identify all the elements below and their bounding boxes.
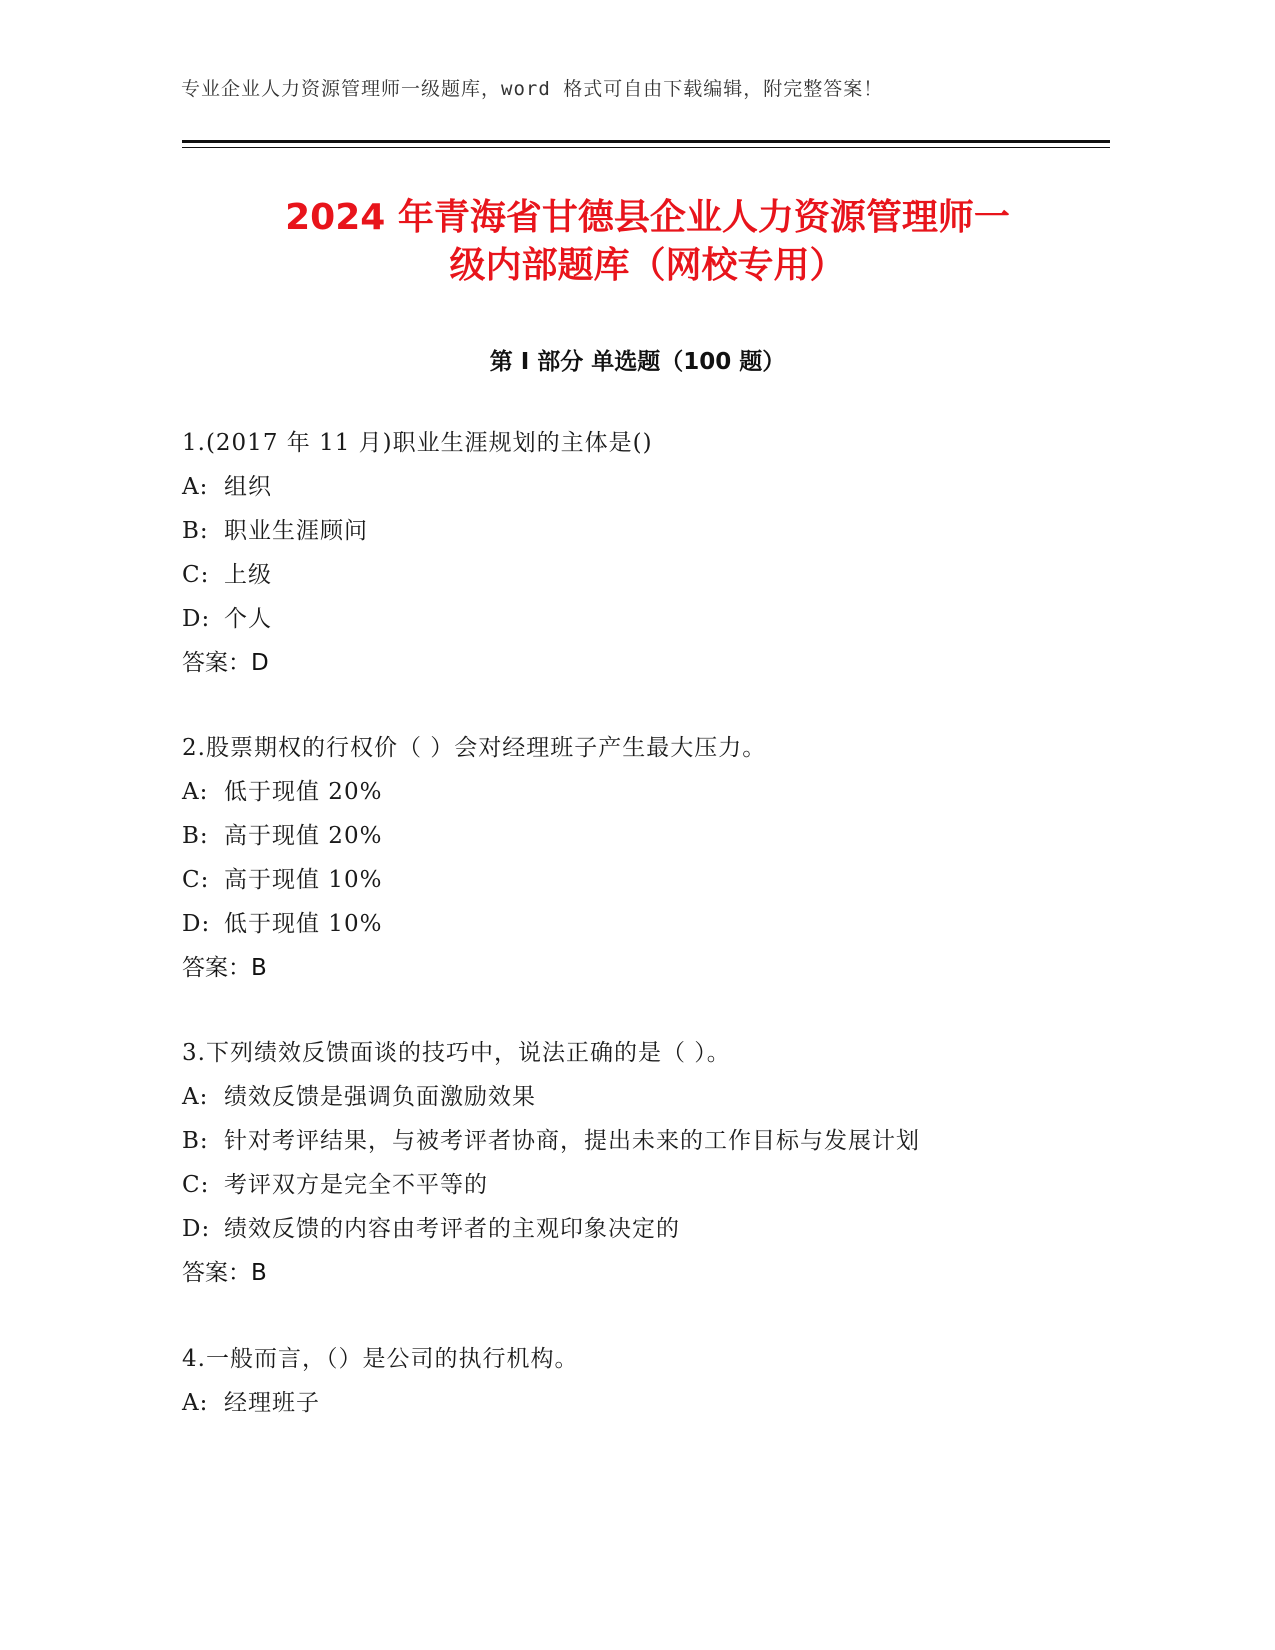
option-key: A: (182, 779, 209, 805)
option-d (182, 1207, 1112, 1251)
answer-line: 答案：B (182, 1260, 267, 1286)
page-header: 专业企业人力资源管理师一级题库，word 格式可自由下载编辑，附完整答案！ (181, 78, 884, 100)
option-key: A: (182, 1084, 209, 1110)
option-a (182, 770, 1112, 814)
option-key: B: (182, 518, 209, 544)
answer-line: 答案：B (182, 955, 267, 981)
option-b (182, 1119, 1112, 1163)
option-c (182, 1163, 1112, 1207)
option-key: D: (182, 1216, 211, 1242)
option-a (182, 1075, 1112, 1119)
option-text: 低于现值 20% (224, 779, 383, 805)
option-d (182, 902, 1112, 946)
option-b (182, 509, 1112, 553)
option-text: 经理班子 (224, 1390, 320, 1416)
option-key: A: (182, 474, 209, 500)
question-stem: 1.(2017 年 11 月)职业生涯规划的主体是() (182, 430, 653, 456)
header-rule-thick (182, 140, 1110, 143)
option-key: C: (182, 562, 210, 588)
option-a (182, 1381, 1112, 1425)
option-text: 职业生涯顾问 (224, 518, 368, 544)
option-text: 绩效反馈是强调负面激励效果 (224, 1084, 536, 1110)
document-title-line-1: 2024 年青海省甘德县企业人力资源管理师一 (285, 197, 1010, 238)
question-stem: 3.下列绩效反馈面谈的技巧中，说法正确的是（ ）。 (182, 1040, 731, 1066)
document-title-line-2: 级内部题库（网校专用） (449, 245, 846, 286)
option-key: C: (182, 1172, 210, 1198)
option-text: 个人 (224, 606, 272, 632)
option-text: 低于现值 10% (224, 911, 383, 937)
option-key: B: (182, 823, 209, 849)
option-c (182, 553, 1112, 597)
option-b (182, 814, 1112, 858)
option-a (182, 465, 1112, 509)
question-4 (182, 1337, 1112, 1425)
answer-line: 答案：D (182, 650, 269, 676)
question-stem: 4.一般而言，（）是公司的执行机构。 (182, 1346, 579, 1372)
option-key: A: (182, 1390, 209, 1416)
option-text: 高于现值 20% (224, 823, 383, 849)
question-3 (182, 1031, 1112, 1295)
option-key: D: (182, 911, 211, 937)
question-2 (182, 726, 1112, 990)
header-rule-thin (182, 147, 1110, 148)
option-c (182, 858, 1112, 902)
option-text: 组织 (224, 474, 272, 500)
question-stem: 2.股票期权的行权价（ ）会对经理班子产生最大压力。 (182, 735, 767, 761)
option-text: 考评双方是完全不平等的 (224, 1172, 488, 1198)
section-title: 第 I 部分 单选题（100 题） (489, 349, 786, 375)
option-d (182, 597, 1112, 641)
option-key: D: (182, 606, 211, 632)
option-text: 针对考评结果，与被考评者协商，提出未来的工作目标与发展计划 (224, 1128, 920, 1154)
option-key: C: (182, 867, 210, 893)
question-1 (182, 421, 1112, 685)
option-text: 绩效反馈的内容由考评者的主观印象决定的 (224, 1216, 680, 1242)
option-text: 高于现值 10% (224, 867, 383, 893)
option-text: 上级 (224, 562, 272, 588)
option-key: B: (182, 1128, 209, 1154)
document-title (150, 194, 1145, 290)
